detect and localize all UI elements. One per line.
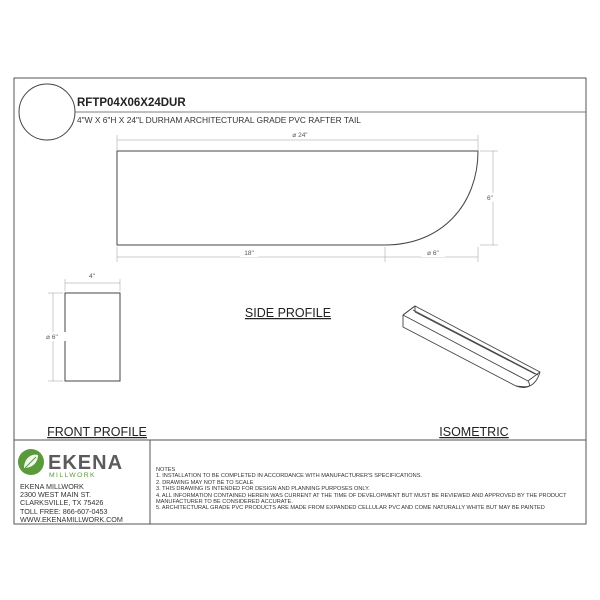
notes-block <box>156 467 582 512</box>
note-item: 2. DRAWING MAY NOT BE TO SCALE <box>156 479 254 486</box>
title-circle <box>19 84 75 140</box>
front-profile-shape <box>65 293 120 381</box>
company-contact-block <box>20 483 123 524</box>
logo-sub: MILLWORK <box>49 472 96 479</box>
side-profile-shape <box>117 151 478 245</box>
part-number: RFTP04X06X24DUR <box>77 97 186 109</box>
dim-length-label: ⌀ 24" <box>292 132 308 139</box>
company-address-1: 2300 WEST MAIN ST. <box>20 490 91 500</box>
company-phone: TOLL FREE: 866-607-0453 <box>20 506 108 516</box>
isometric-label: ISOMETRIC <box>439 425 509 439</box>
dim-radius-label: ⌀ 6" <box>427 250 439 257</box>
note-item: 4. ALL INFORMATION CONTAINED HEREIN WAS CURRENT AT THE TIME OF DEVELOPMENT BUT MUST BE REVIEWED AND APPROVED BY THE PRODUCT MANUFACTURER TO BE CONSIDERED ACCURATE. <box>156 492 567 506</box>
front-profile-label: FRONT PROFILE <box>47 425 147 439</box>
company-address-2: CLARKSVILLE, TX 75426 <box>20 498 104 508</box>
dim-flat-label: 18" <box>244 250 254 257</box>
side-profile-label: SIDE PROFILE <box>244 306 332 320</box>
dim-height-label: 6" <box>487 195 493 202</box>
ekena-logo <box>18 449 123 479</box>
dim-front-height-label: ⌀ 6" <box>46 334 58 341</box>
company-name: EKENA MILLWORK <box>20 482 84 491</box>
dim-width-label: 4" <box>89 273 95 280</box>
isometric-view <box>403 306 540 387</box>
note-item: 5. ARCHITECTURAL GRADE PVC PRODUCTS ARE MADE FROM EXPANDED CELLULAR PVC AND COME NATURALLY WHITE BUT MAY BE PAINTED <box>156 505 545 512</box>
note-item: 3. THIS DRAWING IS INTENDED FOR DESIGN AND PLANNING PURPOSES ONLY. <box>156 486 370 493</box>
logo-name: EKENA <box>48 452 124 474</box>
part-description: 4"W X 6"H X 24"L DURHAM ARCHITECTURAL GRADE PVC RAFTER TAIL <box>77 115 361 125</box>
company-website: WWW.EKENAMILLWORK.COM <box>20 514 123 524</box>
note-item: 1. INSTALLATION TO BE COMPLETED IN ACCORDANCE WITH MANUFACTURER'S SPECIFICATIONS. <box>156 473 422 480</box>
notes-heading: NOTES <box>156 467 176 473</box>
